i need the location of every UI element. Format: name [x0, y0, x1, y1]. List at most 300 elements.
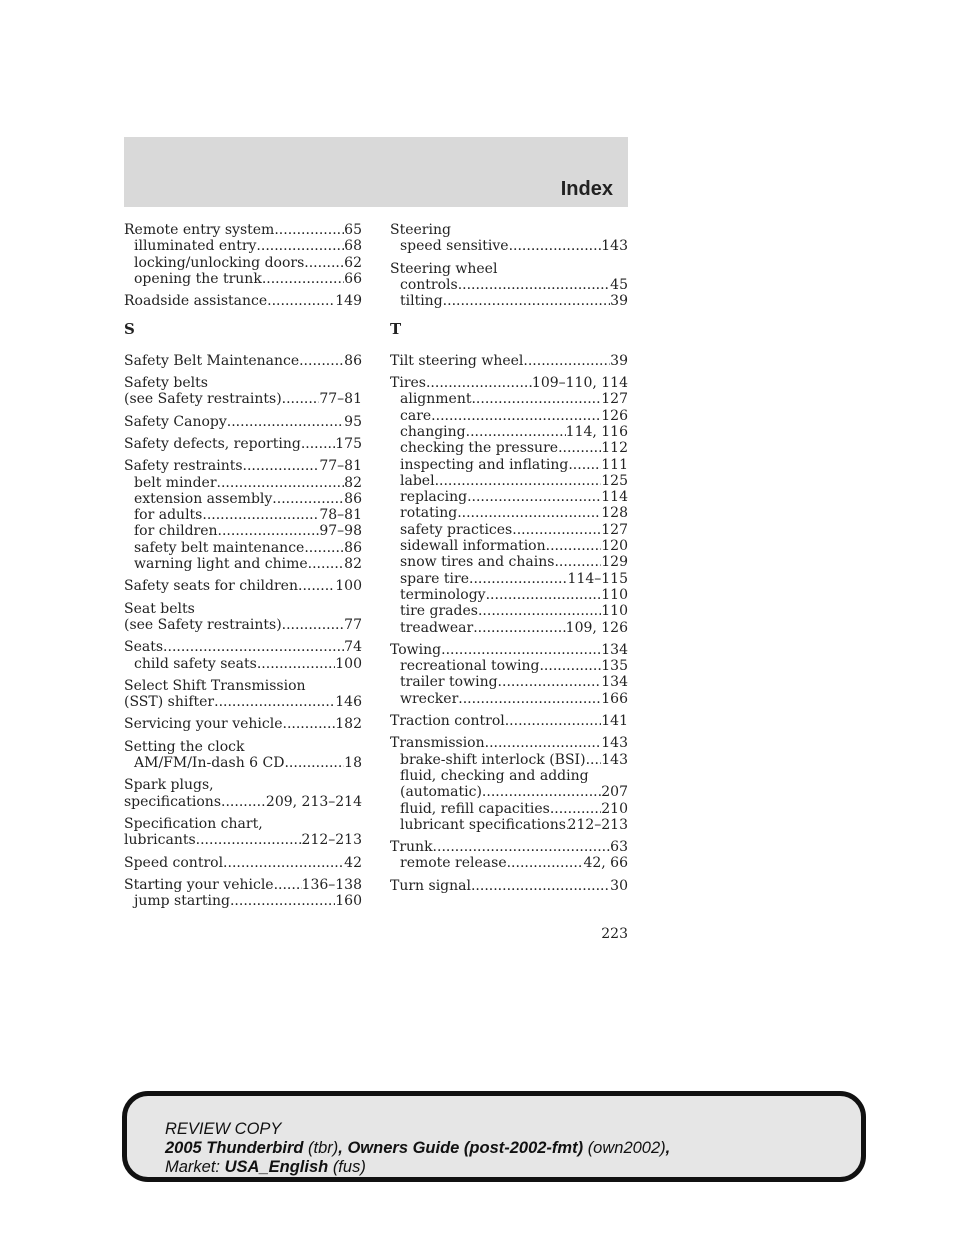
- entry-text: replacing: [400, 489, 468, 506]
- index-entry-line: [390, 261, 628, 277]
- page-reference: 77: [344, 616, 362, 633]
- entry-text: care: [400, 407, 432, 424]
- index-subentry: [390, 587, 628, 603]
- dot-leader: [256, 238, 344, 254]
- review-label: REVIEW COPY: [165, 1120, 282, 1138]
- page-reference: 182: [335, 716, 362, 733]
- index-entry-line: [390, 713, 628, 729]
- index-entry: [124, 414, 362, 430]
- page-reference: 63: [610, 839, 628, 856]
- entry-text: Select Shift Transmission: [124, 677, 306, 694]
- page-title: Index: [560, 178, 613, 200]
- dot-leader: [433, 839, 611, 855]
- dot-leader: [482, 784, 601, 800]
- entry-text: (see Safety restraints): [124, 616, 282, 633]
- market-value: USA_English: [224, 1158, 329, 1176]
- page-reference: 135: [601, 658, 628, 675]
- page-reference: 112: [601, 440, 628, 457]
- entry-text: snow tires and chains: [400, 554, 555, 571]
- index-subentry: [124, 475, 362, 491]
- index-entry-line: [390, 642, 628, 658]
- index-column-left: [124, 222, 362, 915]
- page-reference: 39: [610, 352, 628, 369]
- entry-text: Safety seats for children: [124, 578, 298, 595]
- page-reference: 128: [601, 505, 628, 522]
- index-entry: [390, 261, 628, 310]
- dot-leader: [507, 855, 584, 871]
- index-entry-line: [390, 839, 628, 855]
- dot-leader: [458, 691, 601, 707]
- index-entry-line: [124, 832, 362, 848]
- dot-leader: [478, 603, 601, 619]
- entry-text: belt minder: [134, 474, 217, 491]
- vehicle-code: (tbr): [308, 1139, 339, 1157]
- dot-leader: [298, 578, 335, 594]
- index-entry: [390, 642, 628, 707]
- index-entry: [124, 353, 362, 369]
- page-reference: 212–213: [301, 832, 362, 849]
- index-entry-line: [124, 877, 362, 893]
- index-subentry: [390, 538, 628, 554]
- dot-leader: [243, 458, 320, 474]
- page-reference: 160: [335, 893, 362, 910]
- page-reference: 86: [344, 539, 362, 556]
- dot-leader: [523, 353, 610, 369]
- entry-text: remote release: [400, 855, 507, 872]
- dot-leader: [230, 893, 335, 909]
- entry-text: Setting the clock: [124, 738, 245, 755]
- index-entry: [124, 716, 362, 732]
- page-reference: 77–81: [319, 458, 362, 475]
- entry-text: controls: [400, 276, 458, 293]
- entry-text: changing: [400, 423, 466, 440]
- entry-text: speed sensitive: [400, 238, 509, 255]
- dot-leader: [227, 414, 344, 430]
- index-subentry: [390, 784, 628, 800]
- page-reference: 120: [601, 538, 628, 555]
- index-entry-line: [390, 735, 628, 751]
- index-entry: [124, 578, 362, 594]
- page-reference: 134: [601, 674, 628, 691]
- entry-text: sidewall information: [400, 538, 546, 555]
- index-subentry: [124, 656, 362, 672]
- dot-leader: [301, 436, 335, 452]
- entry-text: (automatic): [400, 784, 482, 801]
- entry-text: Specification chart,: [124, 815, 263, 832]
- entry-text: recreational towing: [400, 658, 540, 675]
- index-subentry: [390, 277, 628, 293]
- page-reference: 114–115: [567, 570, 628, 587]
- page-reference: 141: [601, 713, 628, 730]
- index-entry: [390, 878, 628, 894]
- entry-text: extension assembly: [134, 490, 273, 507]
- dot-leader: [283, 716, 336, 732]
- entry-text: alignment: [400, 391, 472, 408]
- page-reference: 109–110, 114: [531, 375, 628, 392]
- entry-text: Servicing your vehicle: [124, 716, 283, 733]
- page-reference: 143: [601, 238, 628, 255]
- index-entry-line: [124, 639, 362, 655]
- index-entry-line: [124, 816, 362, 832]
- index-entry-line: [124, 578, 362, 594]
- index-entry: [124, 678, 362, 711]
- market-label: Market:: [165, 1158, 221, 1176]
- index-subentry: [124, 255, 362, 271]
- entry-text: tire grades: [400, 603, 478, 620]
- page-reference: 18: [344, 755, 362, 772]
- index-entry-line: [124, 694, 362, 710]
- entry-text: child safety seats: [134, 655, 257, 672]
- dot-leader: [304, 540, 344, 556]
- index-subentry: [390, 391, 628, 407]
- dot-leader: [202, 507, 319, 523]
- dot-leader: [284, 755, 344, 771]
- page-reference: 30: [610, 877, 628, 894]
- entry-text: treadwear: [400, 619, 474, 636]
- page-reference: 114, 116: [565, 423, 628, 440]
- page-reference: 111: [601, 456, 628, 473]
- dot-leader: [586, 752, 602, 768]
- entry-text: Speed control: [124, 854, 224, 871]
- dot-leader: [443, 293, 611, 309]
- entry-text: Steering: [390, 222, 451, 238]
- entry-text: safety belt maintenance: [134, 539, 305, 556]
- index-entry: [124, 816, 362, 849]
- page-reference: 42: [344, 854, 362, 871]
- page-reference: 209, 213–214: [265, 793, 362, 810]
- entry-text: AM/FM/In-dash 6 CD: [134, 755, 285, 772]
- index-entry-line: [390, 375, 628, 391]
- index-subentry: [390, 489, 628, 505]
- page-reference: 39: [610, 293, 628, 310]
- dot-leader: [304, 255, 344, 271]
- index-column-right: [390, 222, 628, 900]
- separator-2: ,: [665, 1139, 671, 1157]
- entry-text: safety practices: [400, 521, 513, 538]
- index-entry: [124, 458, 362, 572]
- dot-leader: [558, 440, 601, 456]
- entry-text: lubricant specifications: [400, 816, 566, 833]
- dot-leader: [163, 639, 344, 655]
- index-entry-line: [124, 414, 362, 430]
- index-subentry: [124, 271, 362, 287]
- entry-text: jump starting: [134, 893, 230, 910]
- page-reference: 100: [335, 578, 362, 595]
- dot-leader: [458, 277, 610, 293]
- guide-title: Owners Guide (post-2002-fmt): [347, 1139, 584, 1157]
- index-subentry: [124, 755, 362, 771]
- page-number: 223: [601, 926, 628, 942]
- page-reference: 134: [601, 641, 628, 658]
- entry-text: fluid, checking and adding: [400, 767, 589, 784]
- entry-text: Traction control: [390, 713, 505, 730]
- index-subentry: [390, 293, 628, 309]
- index-entry: [390, 713, 628, 729]
- index-subentry: [390, 522, 628, 538]
- dot-leader: [505, 713, 602, 729]
- entry-text: brake-shift interlock (BSI): [400, 751, 586, 768]
- dot-leader: [498, 674, 602, 690]
- entry-text: Towing: [390, 641, 442, 658]
- entry-text: for children: [134, 523, 218, 540]
- entry-text: (see Safety restraints): [124, 391, 282, 408]
- entry-text: Turn signal: [390, 877, 471, 894]
- entry-text: Safety Belt Maintenance: [124, 352, 300, 369]
- index-subentry: [390, 674, 628, 690]
- entry-text: Safety Canopy: [124, 413, 227, 430]
- page-reference: 82: [344, 474, 362, 491]
- entry-text: wrecker: [400, 690, 459, 707]
- page-reference: 68: [344, 238, 362, 255]
- dot-leader: [441, 642, 601, 658]
- page-reference: 82: [344, 556, 362, 573]
- entry-text: Tilt steering wheel: [390, 352, 524, 369]
- index-subentry: [390, 554, 628, 570]
- market-code: (fus): [332, 1158, 366, 1176]
- dot-leader: [471, 878, 610, 894]
- index-entry-line: [124, 617, 362, 633]
- dot-leader: [223, 855, 344, 871]
- dot-leader: [267, 293, 335, 309]
- entry-text: checking the pressure: [400, 440, 559, 457]
- index-entry: [390, 375, 628, 636]
- page-reference: 77–81: [319, 391, 362, 408]
- dot-leader: [509, 238, 602, 254]
- dot-leader: [262, 271, 344, 287]
- entry-text: Seats: [124, 639, 164, 656]
- dot-leader: [426, 375, 532, 391]
- page-reference: 86: [344, 352, 362, 369]
- page-reference: 125: [601, 472, 628, 489]
- entry-text: Seat belts: [124, 600, 195, 617]
- dot-leader: [221, 794, 266, 810]
- index-subentry: [390, 658, 628, 674]
- page-reference: 100: [335, 655, 362, 672]
- entry-text: Remote entry system: [124, 222, 275, 238]
- page-reference: 212–213: [567, 816, 628, 833]
- dot-leader: [469, 571, 568, 587]
- dot-leader: [282, 391, 320, 407]
- review-copy-text: [165, 1120, 670, 1177]
- index-entry: [124, 436, 362, 452]
- dot-leader: [485, 735, 602, 751]
- index-subentry: [390, 817, 628, 833]
- review-copy-box: [122, 1091, 866, 1182]
- dot-leader: [435, 473, 602, 489]
- entry-text: rotating: [400, 505, 458, 522]
- entry-text: (SST) shifter: [124, 694, 215, 711]
- header-band: [124, 137, 628, 207]
- dot-leader: [554, 554, 601, 570]
- entry-text: terminology: [400, 586, 486, 603]
- index-entry: [124, 375, 362, 408]
- entry-text: Trunk: [390, 839, 433, 856]
- dot-leader: [546, 538, 602, 554]
- index-entry-line: [390, 353, 628, 369]
- index-entry-line: [124, 222, 362, 238]
- dot-leader: [512, 522, 601, 538]
- index-subentry: [390, 505, 628, 521]
- index-subentry: [390, 768, 628, 784]
- page-reference: 210: [601, 800, 628, 817]
- index-entry: [390, 353, 628, 369]
- index-entry: [390, 222, 628, 255]
- page-reference: 65: [344, 222, 362, 238]
- page-reference: 110: [601, 603, 628, 620]
- entry-text: Safety defects, reporting: [124, 435, 301, 452]
- dot-leader: [274, 222, 344, 238]
- dot-leader: [274, 877, 302, 893]
- entry-text: fluid, refill capacities: [400, 800, 550, 817]
- entry-text: label: [400, 472, 435, 489]
- index-subentry: [390, 691, 628, 707]
- index-subentry: [390, 855, 628, 871]
- index-entry-line: [124, 716, 362, 732]
- vehicle-title: 2005 Thunderbird: [165, 1139, 304, 1157]
- entry-text: Transmission: [390, 735, 485, 752]
- page-reference: 114: [601, 489, 628, 506]
- entry-text: opening the trunk: [134, 270, 262, 287]
- index-entry-line: [124, 353, 362, 369]
- index-subentry: [390, 457, 628, 473]
- page-reference: 45: [610, 276, 628, 293]
- page-reference: 207: [601, 784, 628, 801]
- page-reference: 110: [601, 586, 628, 603]
- page-reference: 126: [601, 407, 628, 424]
- index-entry: [124, 601, 362, 634]
- dot-leader: [471, 391, 601, 407]
- dot-leader: [539, 658, 601, 674]
- page-reference: 143: [601, 751, 628, 768]
- index-subentry: [390, 408, 628, 424]
- index-subentry: [124, 540, 362, 556]
- page-reference: 136–138: [301, 876, 362, 893]
- index-entry: [390, 839, 628, 872]
- entry-text: tilting: [400, 293, 443, 310]
- page-reference: 129: [601, 554, 628, 571]
- dot-leader: [473, 620, 565, 636]
- dot-leader: [457, 505, 601, 521]
- index-subentry: [124, 507, 362, 523]
- dot-leader: [196, 832, 302, 848]
- index-entry-line: [124, 458, 362, 474]
- index-entry-line: [124, 293, 362, 309]
- index-entry: [124, 777, 362, 810]
- dot-leader: [308, 556, 345, 572]
- index-entry-line: [124, 794, 362, 810]
- entry-text: Safety belts: [124, 375, 208, 392]
- index-entry-line: [124, 739, 362, 755]
- index-entry-line: [124, 855, 362, 871]
- entry-text: specifications: [124, 793, 222, 810]
- index-subentry: [390, 603, 628, 619]
- dot-leader: [568, 457, 601, 473]
- page-reference: 97–98: [319, 523, 362, 540]
- index-subentry: [390, 440, 628, 456]
- index-entry-line: [124, 375, 362, 391]
- entry-text: locking/unlocking doors: [134, 254, 305, 271]
- index-subentry: [390, 620, 628, 636]
- index-entry: [390, 735, 628, 833]
- page-reference: 62: [344, 254, 362, 271]
- dot-leader: [218, 523, 320, 539]
- index-entry: [124, 222, 362, 287]
- page-reference: 166: [601, 690, 628, 707]
- index-subentry: [124, 491, 362, 507]
- entry-text: Steering wheel: [390, 260, 498, 277]
- entry-text: illuminated entry: [134, 238, 257, 255]
- index-entry: [124, 877, 362, 910]
- entry-text: Starting your vehicle: [124, 876, 274, 893]
- index-entry-line: [124, 601, 362, 617]
- entry-text: inspecting and inflating: [400, 456, 569, 473]
- dot-leader: [299, 353, 344, 369]
- page-reference: 109, 126: [565, 619, 628, 636]
- page-reference: 149: [335, 293, 362, 310]
- index-entry-line: [124, 777, 362, 793]
- index-subentry: [390, 473, 628, 489]
- page-reference: 127: [601, 391, 628, 408]
- dot-leader: [550, 801, 601, 817]
- dot-leader: [217, 475, 345, 491]
- index-entry-line: [124, 391, 362, 407]
- index-entry-line: [124, 436, 362, 452]
- index-entry-line: [390, 878, 628, 894]
- section-letter: S: [124, 320, 135, 339]
- dot-leader: [486, 587, 602, 603]
- index-entry: [124, 639, 362, 672]
- page-reference: 66: [344, 270, 362, 287]
- dot-leader: [282, 617, 345, 633]
- entry-text: lubricants: [124, 832, 196, 849]
- page-reference: 78–81: [319, 507, 362, 524]
- separator-1: ,: [338, 1139, 348, 1157]
- entry-text: trailer towing: [400, 674, 498, 691]
- index-entry: [124, 739, 362, 772]
- page-reference: 146: [335, 694, 362, 711]
- guide-code: (own2002): [587, 1139, 666, 1157]
- entry-text: warning light and chime: [134, 556, 308, 573]
- section-letter: T: [390, 320, 402, 339]
- index-subentry: [124, 893, 362, 909]
- page-reference: 74: [344, 639, 362, 656]
- dot-leader: [257, 656, 335, 672]
- index-subentry: [390, 238, 628, 254]
- index-subentry: [390, 424, 628, 440]
- dot-leader: [272, 491, 344, 507]
- page-reference: 95: [344, 413, 362, 430]
- dot-leader: [467, 489, 601, 505]
- entry-text: spare tire: [400, 570, 470, 587]
- dot-leader: [466, 424, 566, 440]
- entry-text: Tires: [390, 375, 426, 392]
- index-entry-line: [390, 222, 628, 238]
- page-reference: 143: [601, 735, 628, 752]
- index-entry-line: [124, 678, 362, 694]
- index-subentry: [390, 571, 628, 587]
- entry-text: for adults: [134, 507, 203, 524]
- page-reference: 175: [335, 435, 362, 452]
- entry-text: Spark plugs,: [124, 777, 214, 794]
- dot-leader: [431, 408, 601, 424]
- dot-leader: [214, 694, 335, 710]
- index-subentry: [124, 556, 362, 572]
- index-subentry: [124, 238, 362, 254]
- entry-text: Safety restraints: [124, 458, 243, 475]
- index-subentry: [390, 801, 628, 817]
- entry-text: Roadside assistance: [124, 293, 268, 310]
- index-subentry: [124, 523, 362, 539]
